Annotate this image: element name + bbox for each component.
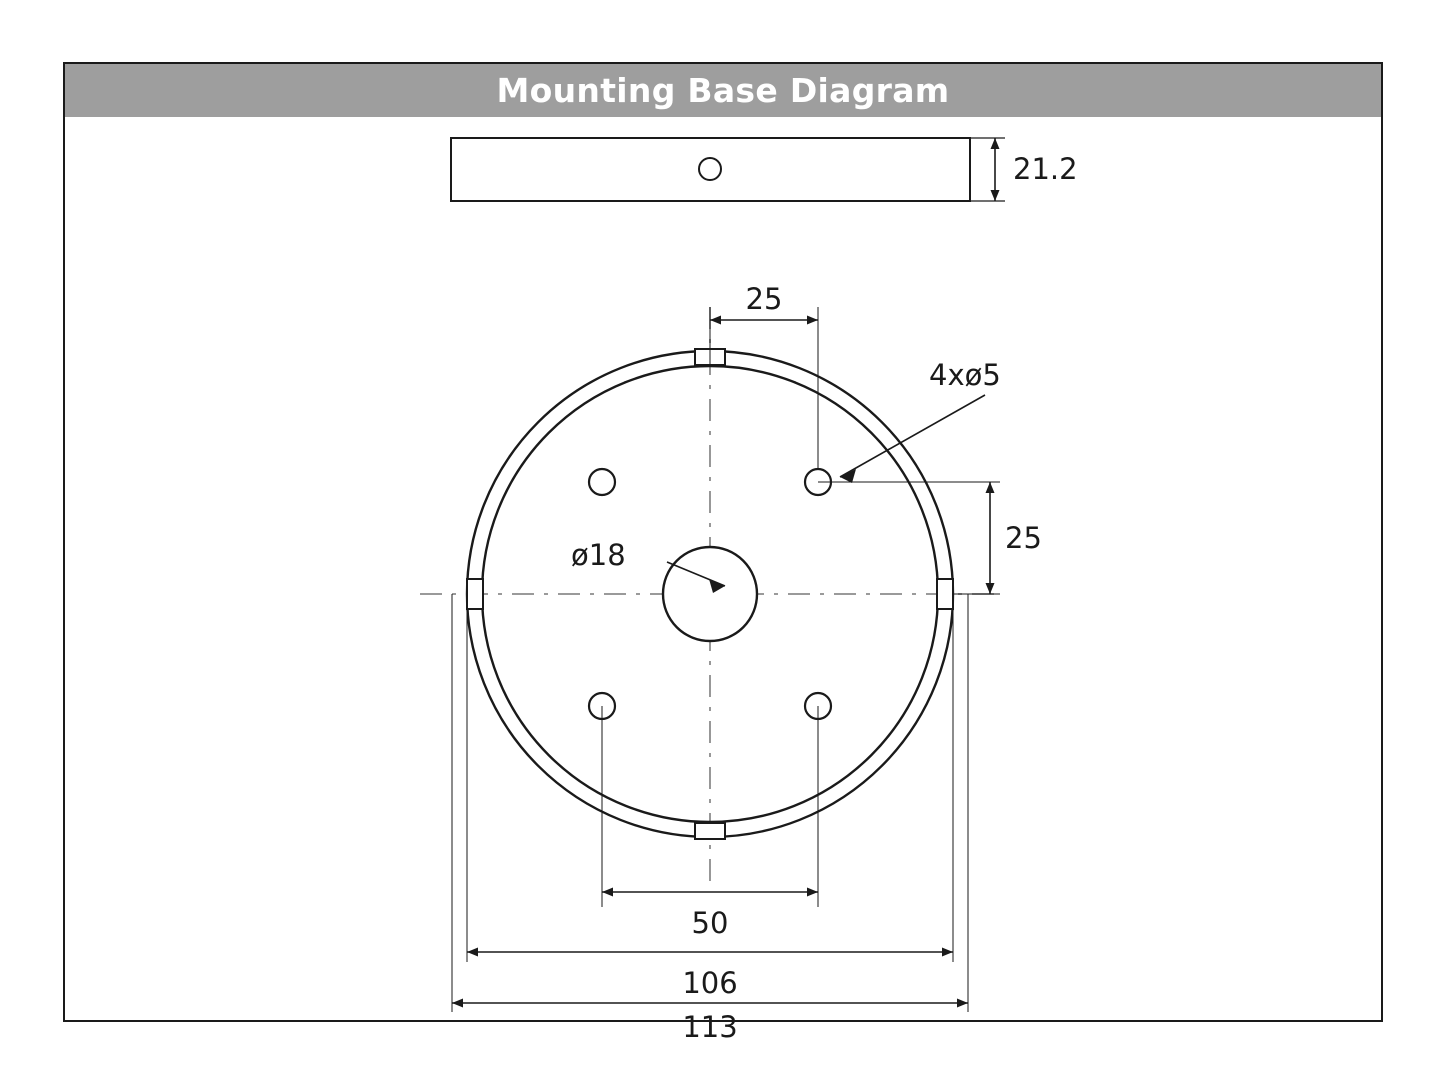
diagram-title-bar — [65, 64, 1381, 117]
arrow-left-25-top — [710, 316, 721, 325]
page-title: Mounting Base Diagram — [496, 71, 950, 110]
tab-right — [937, 579, 953, 609]
arrow-left-50 — [602, 888, 613, 897]
leader-arrow-hole-pattern — [840, 469, 856, 483]
dim-label-inner-diameter: 106 — [682, 966, 738, 1000]
top-view-group — [420, 282, 1042, 1044]
arrow-right-25-top — [807, 316, 818, 325]
dim-label-hole-pattern: 4xø5 — [929, 358, 1001, 392]
technical-drawing-svg — [65, 117, 1381, 1044]
dim-label-right-offset: 25 — [1005, 521, 1042, 555]
arrow-left-106 — [467, 948, 478, 957]
tab-bottom — [695, 823, 725, 839]
drawing-frame — [63, 62, 1383, 1044]
mounting-hole-top-left — [589, 469, 615, 495]
arrow-down-25-right — [986, 583, 995, 594]
dim-label-top-offset: 25 — [745, 282, 783, 316]
arrow-right-106 — [942, 948, 953, 957]
dim-label-center-hole: ø18 — [571, 538, 626, 572]
arrow-left-113 — [452, 999, 463, 1008]
center-hole-18 — [663, 547, 757, 641]
arrow-down-21 — [991, 190, 1000, 201]
side-view-group — [451, 138, 1078, 201]
side-view-center-hole-icon — [699, 158, 721, 180]
dim-label-height: 21.2 — [1013, 152, 1078, 186]
dim-label-outer-diameter: 113 — [682, 1010, 738, 1044]
arrow-up-25-right — [986, 482, 995, 493]
dim-label-bolt-spacing: 50 — [691, 906, 729, 940]
arrow-up-21 — [991, 138, 1000, 149]
arrow-right-50 — [807, 888, 818, 897]
leader-line-hole-pattern — [840, 395, 985, 477]
drawing-area — [65, 117, 1381, 1044]
arrow-right-113 — [957, 999, 968, 1008]
tab-left — [467, 579, 483, 609]
